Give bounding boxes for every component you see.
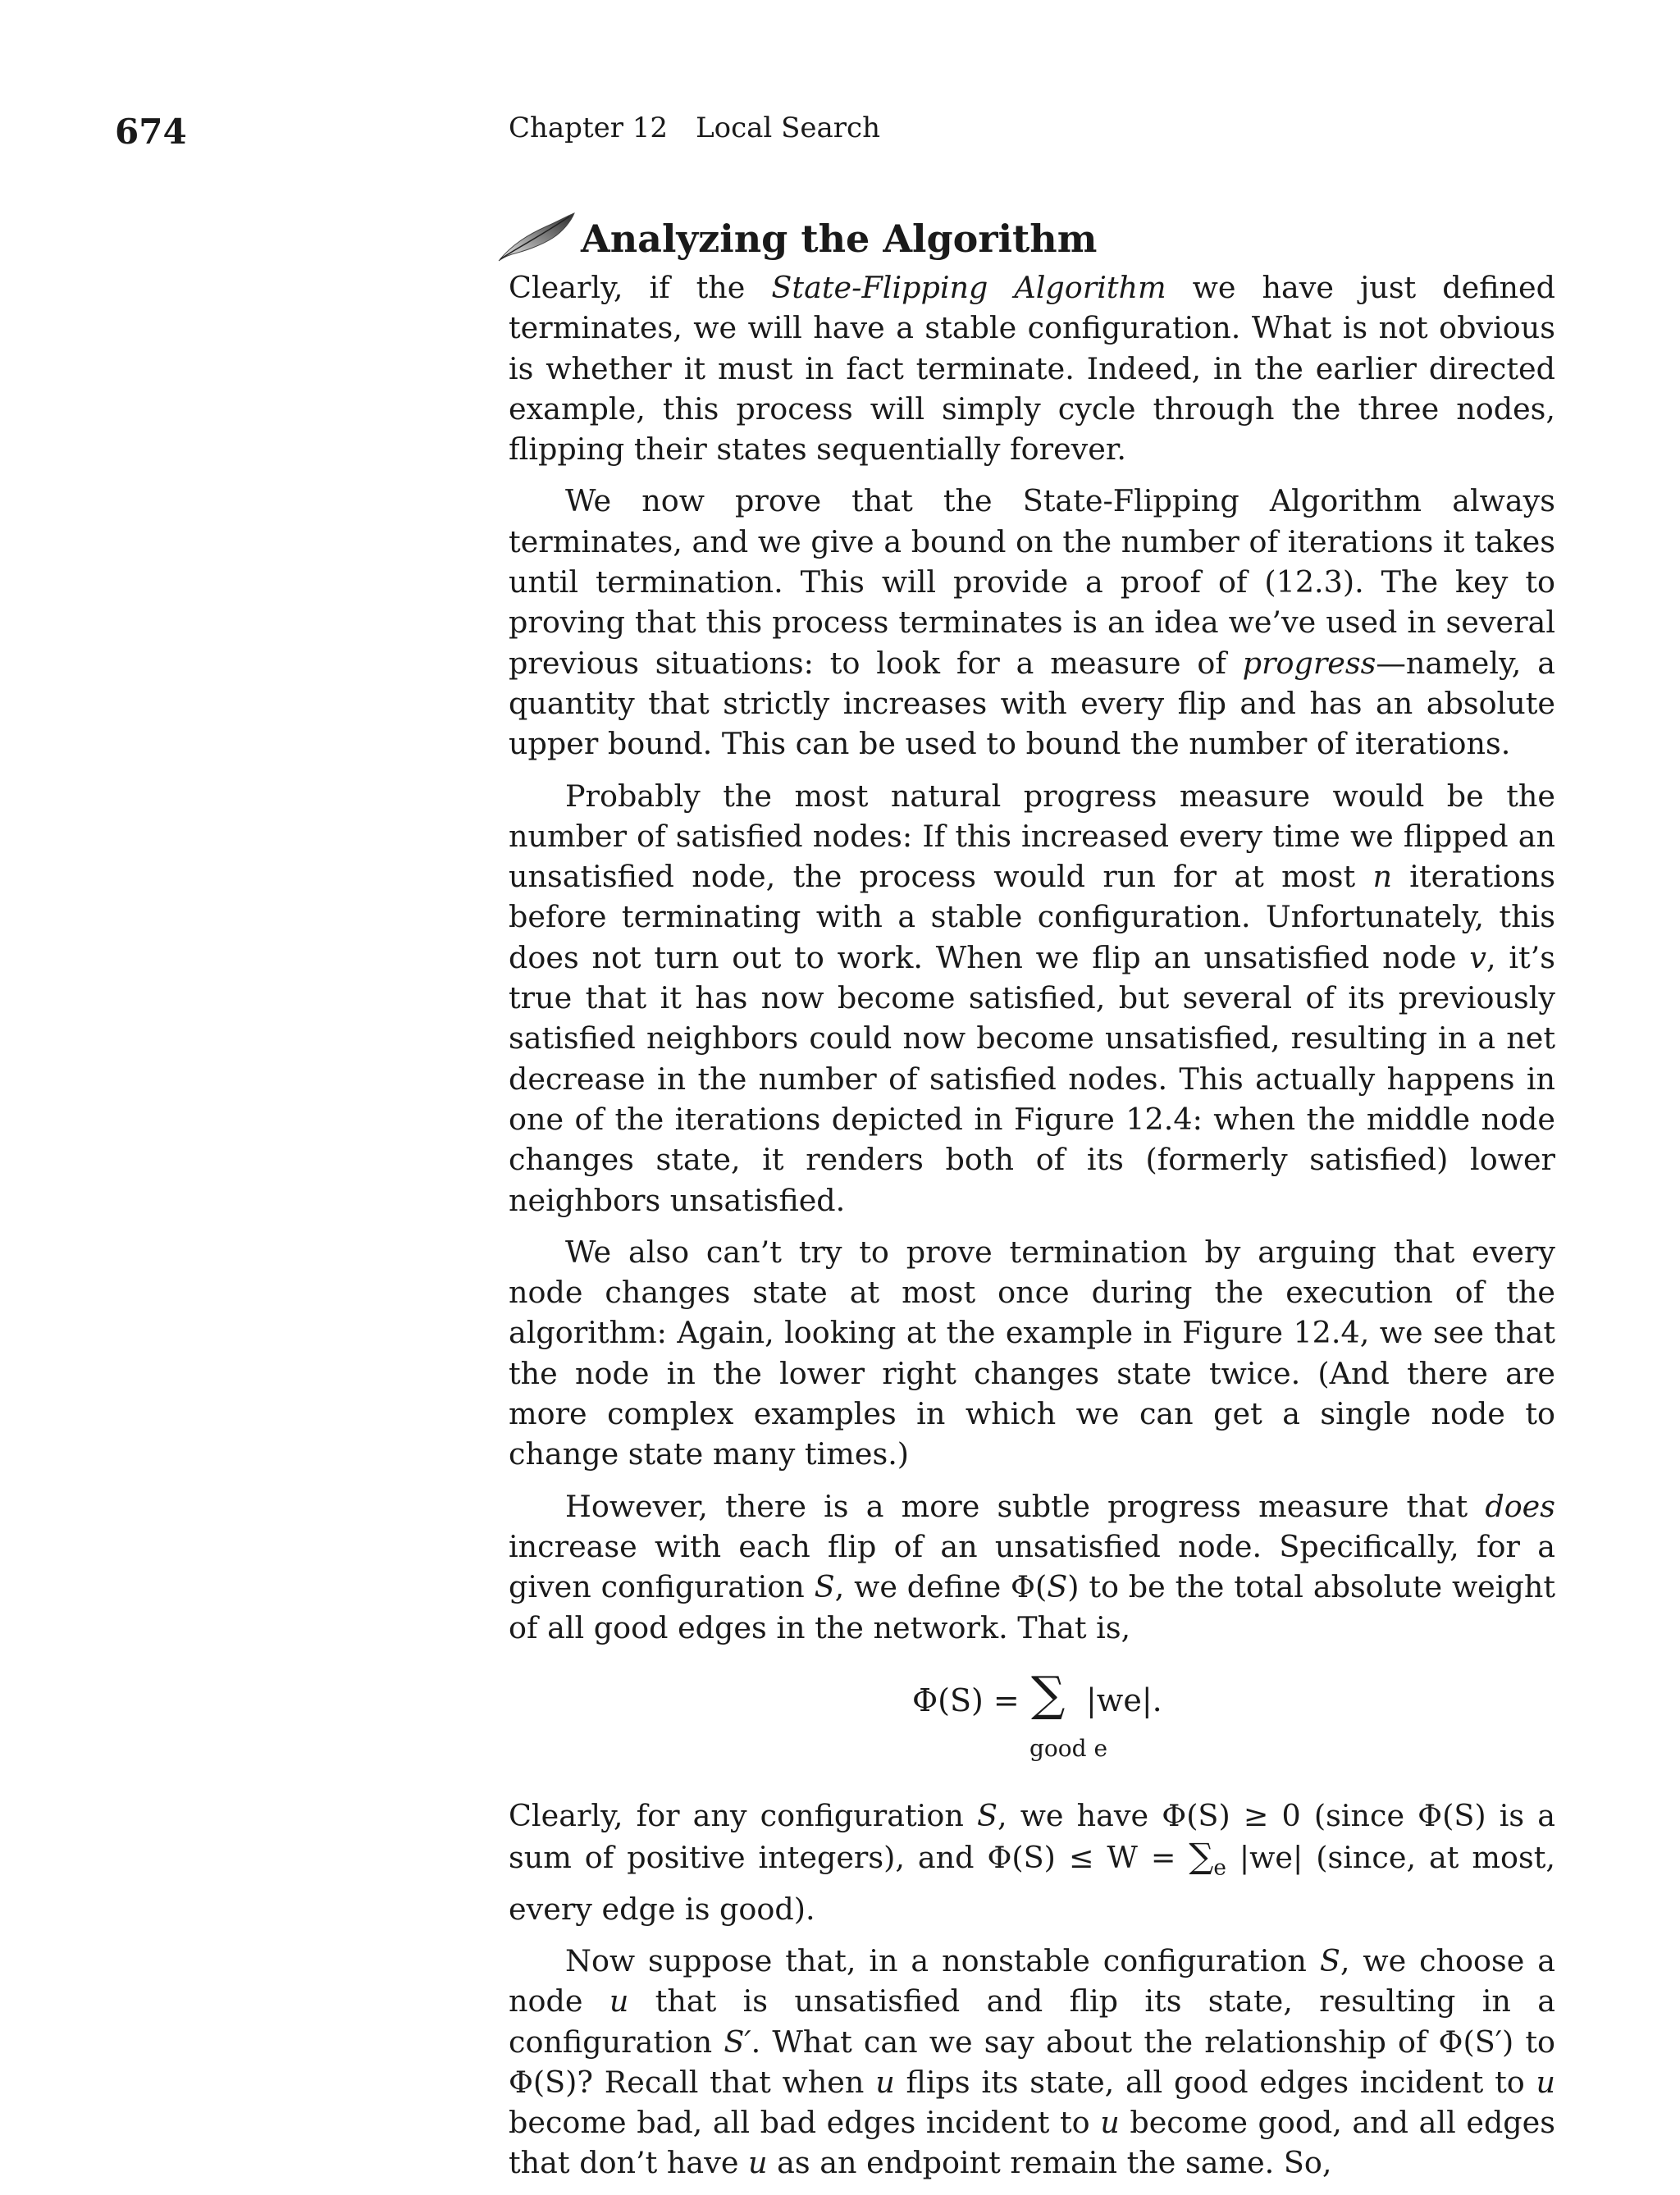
paragraph-5: However, there is a more subtle progress measure that does increase with each flip of an unsatisfied node. Specifically, for a given configuration S, we define Φ(S) to be the total absolute weight of all good edges in the network. That is, [509, 1488, 1555, 1645]
body-text [509, 267, 1555, 2195]
chapter-title: Local Search [696, 112, 880, 144]
paragraph-1: Clearly, if the State-Flipping Algorithm we have just defined terminates, we will have a stable configuration. What is not obvious is whether it must in fact terminate. Indeed, in the earlier directed example, this process will simply cycle through the three nodes, flipping their states sequentially forever. [509, 270, 1555, 468]
page-number: 674 [115, 112, 187, 152]
paragraph-7: Now suppose that, in a nonstable configuration S, we choose a node u that is unsatisfied and flip its state, resulting in a configuration S′. What can we say about the relationship of Φ(S′) to Φ(S)? Recall that when u flips its state, all good edges incident to u become bad, all bad edges incident to u become good, and all edges that don’t have u as an endpoint remain the same. So, [509, 1942, 1556, 2181]
chapter-label: Chapter 12 [509, 112, 669, 144]
paragraph-3: Probably the most natural progress measure would be the number of satisfied nodes: If this increased every time we flipped an unsatisfied node, the process would run for at most n iterations before terminating with a stable configuration. Unfortunately, this does not turn out to work. When we flip an unsatisfied node v, it’s true that it has now become satisfied, but several of its previously satisfied neighbors could now become unsatisfied, resulting in a net decrease in the number of satisfied nodes. This actually happens in one of the iterations depicted in Figure 12.4: when the middle node changes state, it renders both of its (formerly satisfied) lower neighbors unsatisfied. [509, 778, 1555, 1218]
section-title: Analyzing the Algorithm [581, 217, 1098, 261]
equation-lhs: Φ(S) = [912, 1682, 1020, 1718]
section-heading [495, 210, 1097, 267]
paragraph-4: We also can’t try to prove termination by arguing that every node changes state at most once during the execution of the algorithm: Again, looking at the example in Figure 12.4, we see that the node in the lower right changes state twice. (And there are more complex examples in which we can get a single node to change state many times.) [509, 1234, 1555, 1472]
quill-pen-icon [495, 210, 578, 267]
display-equation [509, 1665, 1555, 1766]
running-head [509, 112, 880, 144]
equation-rhs: |we|. [1086, 1682, 1162, 1718]
paragraph-6: Clearly, for any configuration S, we have Φ(S) ≥ 0 (since Φ(S) is a sum of positive integers), and $\Phi(S) \le W = \sum_e$ |we| (since, at most, every edge is good). [509, 1797, 1555, 1927]
paragraph-2: We now prove that the State-Flipping Algorithm always terminates, and we give a bound on the number of iterations it takes until termination. This will provide a proof of (12.3). The key to proving that this process terminates is an idea we’ve used in several previous situations: to look for a measure of progress—namely, a quantity that strictly increases with every flip and has an absolute upper bound. This can be used to bound the number of iterations. [509, 483, 1555, 762]
summation-sign: ∑ [1031, 1665, 1066, 1722]
summation-subscript: good e [1029, 1734, 1108, 1762]
